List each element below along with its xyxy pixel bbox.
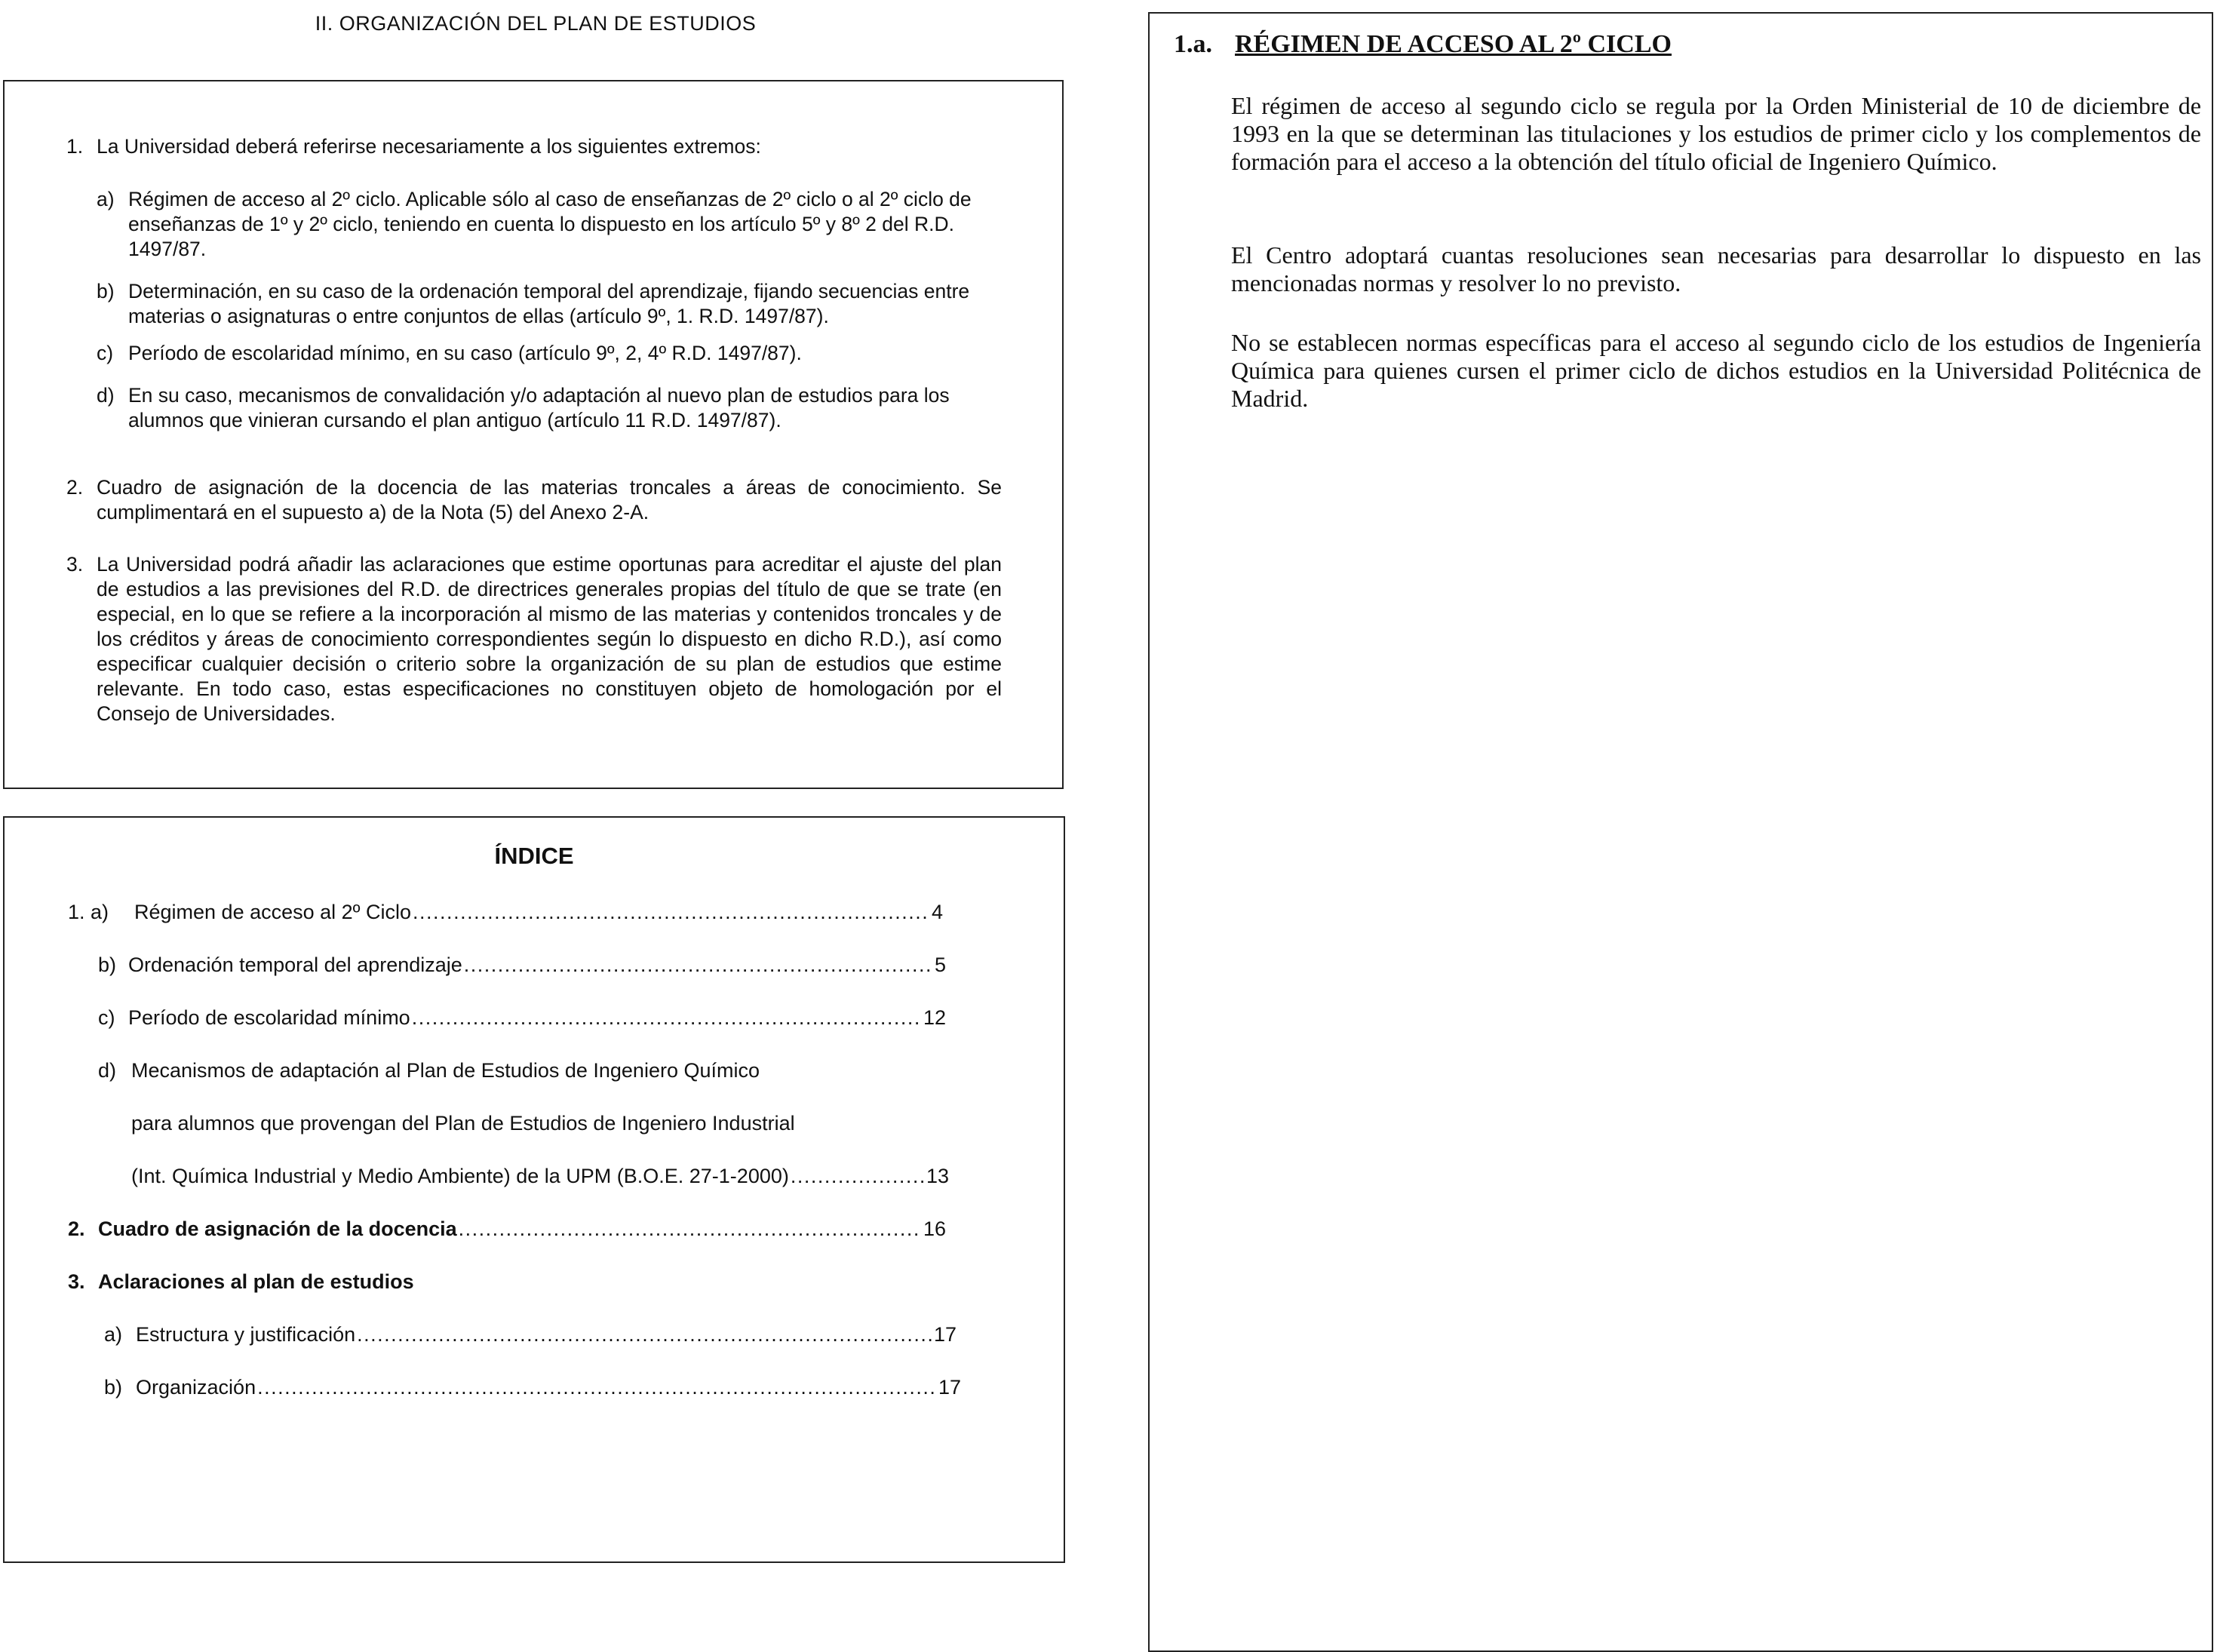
toc-prefix: 2. [68, 1218, 85, 1240]
section-heading [1174, 30, 1672, 58]
toc-prefix: c) [98, 1006, 115, 1029]
note-item-2 [66, 475, 1002, 525]
note-sub-c [97, 341, 1002, 366]
note-text: La Universidad deberá referirse necesariamente a los siguientes extremos: [97, 135, 761, 158]
index-title: ÍNDICE [494, 843, 574, 869]
toc-entry [131, 1165, 949, 1188]
toc-text: Aclaraciones al plan de estudios [98, 1270, 414, 1293]
toc-text: Régimen de acceso al 2º Ciclo [134, 901, 412, 923]
note-sub-d [97, 383, 1002, 433]
note-text: La Universidad podrá añadir las aclaraciones que estime oportunas para acreditar el ajuste del plan de estudios a las previsiones del R.D. de directrices generales propias del título de que se trate (en especial, en lo que se refiere a la incorporación al mismo de las materias y contenidos troncales y de los créditos y áreas de conocimiento correspondientes según lo dispuesto en dicho R.D.), así como especificar cualquier decisión o criterio sobre la organización de su plan de estudios que estime relevante. En todo caso, estas especificaciones no constituyen objeto de homologación por el Consejo de Universidades. [97, 553, 1002, 725]
section-title: RÉGIMEN DE ACCESO AL 2º CICLO [1235, 30, 1672, 58]
toc-text: para alumnos que provengan del Plan de Estudios de Ingeniero Industrial [131, 1112, 795, 1135]
note-sub-number: d) [97, 384, 115, 407]
toc-page: 17 [938, 1376, 961, 1399]
note-sub-text: Régimen de acceso al 2º ciclo. Aplicable sólo al caso de enseñanzas de 2º ciclo o al 2º ciclo de enseñanzas de 1º y 2º ciclo, teniendo en cuenta lo dispuesto en los artículo 5º y 8º 2 del R.D. 1497/87. [128, 188, 972, 260]
note-number: 3. [66, 553, 84, 576]
toc-prefix: d) [98, 1059, 117, 1082]
toc-page: 12 [923, 1006, 946, 1029]
index-box [3, 816, 1065, 1563]
toc-text: Estructura y justificación [136, 1323, 356, 1346]
toc-prefix: b) [98, 953, 117, 976]
note-item-1 [66, 134, 1002, 159]
note-text: Cuadro de asignación de la docencia de las materias troncales a áreas de conocimiento. Se cumplimentará en el supuesto a) de la Nota (5) del Anexo 2-A. [97, 476, 1002, 524]
toc-leader [459, 1218, 922, 1241]
page-heading: II. ORGANIZACIÓN DEL PLAN DE ESTUDIOS [315, 12, 757, 35]
section-box [1148, 12, 2213, 1652]
toc-leader [413, 901, 930, 924]
note-sub-text: Período de escolaridad mínimo, en su caso (artículo 9º, 2, 4º R.D. 1497/87). [128, 342, 802, 364]
note-sub-text: Determinación, en su caso de la ordenación temporal del aprendizaje, fijando secuencias entre materias o asignaturas o entre conjuntos de ellas (artículo 9º, 1. R.D. 1497/87). [128, 280, 970, 327]
toc-text: Cuadro de asignación de la docencia [98, 1218, 457, 1240]
toc-leader [357, 1323, 932, 1346]
note-sub-a [97, 187, 1002, 262]
section-paragraph: El régimen de acceso al segundo ciclo se regula por la Orden Ministerial de 10 de diciembre de 1993 en la que se determinan las titulaciones y los estudios de primer ciclo y los complementos de formación para el acceso a la obtención del título oficial de Ingeniero Químico. [1231, 92, 2201, 175]
toc-page: 5 [934, 953, 946, 976]
toc-entry [98, 1059, 946, 1082]
toc-prefix: 1. a) [68, 901, 109, 923]
toc-entry [131, 1112, 946, 1135]
note-number: 2. [66, 476, 84, 499]
section-paragraph: El Centro adoptará cuantas resoluciones sean necesarias para desarrollar lo dispuesto en las mencionadas normas y resolver lo no previsto. [1231, 241, 2201, 296]
section-paragraph: No se establecen normas específicas para el acceso al segundo ciclo de los estudios de Ingeniería Química para quienes cursen el primer ciclo de dichos estudios en la Universidad Politécnica de Madrid. [1231, 329, 2201, 412]
toc-text: (Int. Química Industrial y Medio Ambiente) de la UPM (B.O.E. 27-1-2000) [131, 1165, 789, 1187]
note-sub-number: c) [97, 342, 114, 364]
note-sub-b [97, 279, 1002, 329]
section-label: 1.a. [1174, 30, 1212, 58]
toc-entry [68, 1270, 946, 1294]
toc-entry [68, 901, 943, 924]
note-sub-text: En su caso, mecanismos de convalidación y/o adaptación al nuevo plan de estudios para los alumnos que vinieran cursando el plan antiguo (artículo 11 R.D. 1497/87). [128, 384, 950, 431]
toc-page: 17 [933, 1323, 957, 1346]
toc-page: 16 [923, 1218, 946, 1240]
note-number: 1. [66, 135, 84, 158]
toc-text: Ordenación temporal del aprendizaje [128, 953, 462, 976]
toc-text: Período de escolaridad mínimo [128, 1006, 410, 1029]
toc-prefix: b) [104, 1376, 123, 1399]
toc-entry [98, 953, 946, 977]
note-sub-number: a) [97, 188, 115, 210]
toc-entry [98, 1006, 946, 1030]
toc-leader [791, 1165, 925, 1188]
note-sub-number: b) [97, 280, 115, 302]
toc-page: 13 [926, 1165, 949, 1187]
toc-leader [412, 1006, 922, 1030]
toc-leader [257, 1376, 937, 1399]
toc-entry [104, 1323, 957, 1346]
toc-text: Organización [136, 1376, 256, 1399]
toc-entry [104, 1376, 961, 1399]
toc-page: 4 [931, 901, 943, 923]
notes-box [3, 80, 1064, 789]
toc-prefix: a) [104, 1323, 123, 1346]
toc-entry [68, 1218, 946, 1241]
toc-prefix: 3. [68, 1270, 85, 1293]
toc-leader [464, 953, 933, 977]
note-item-3 [66, 552, 1002, 726]
toc-text: Mecanismos de adaptación al Plan de Estudios de Ingeniero Químico [131, 1059, 760, 1082]
